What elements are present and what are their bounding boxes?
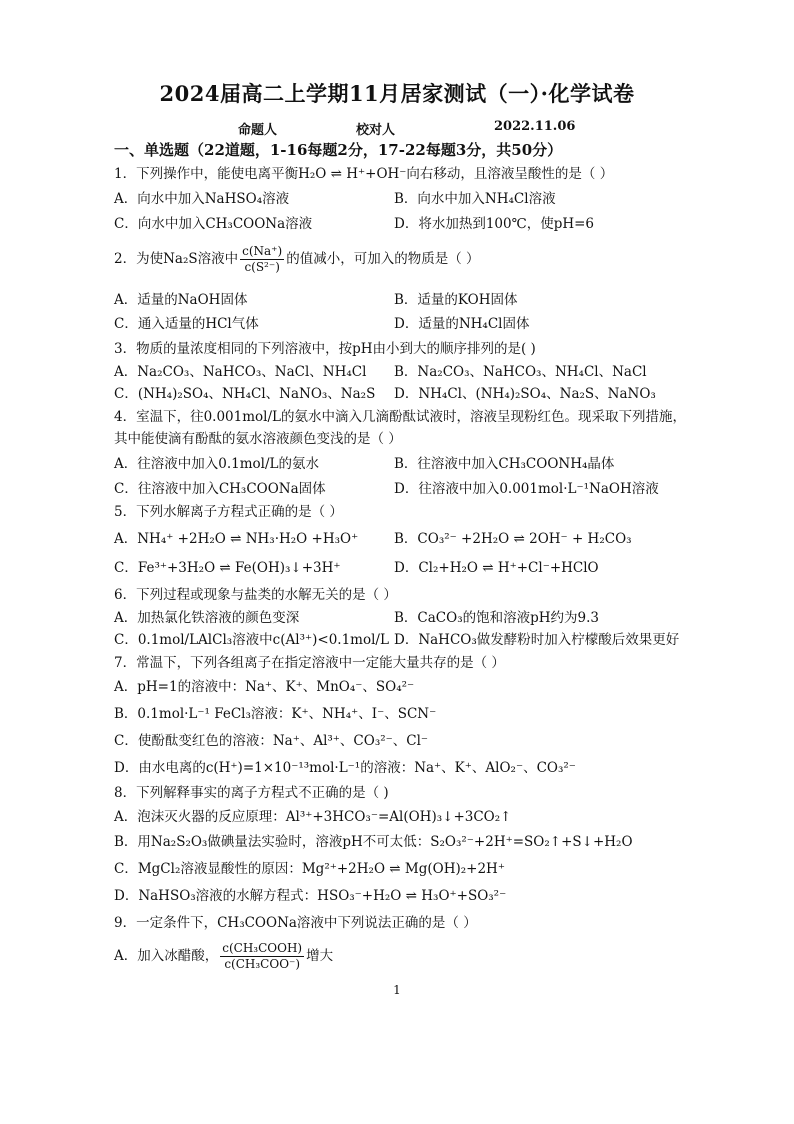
q9-denominator: c(CH₃COO⁻) (224, 957, 301, 971)
q1-option-c: C．向水中加入CH₃COONa溶液 (114, 216, 313, 232)
q2-option-b: B．适量的KOH固体 (394, 292, 518, 308)
q3-stem: 3．物质的量浓度相同的下列溶液中，按pH由小到大的顺序排列的是( ) (114, 341, 536, 357)
q5-option-d: D．Cl₂+H₂O ⇌ H⁺+Cl⁻+HClO (394, 560, 599, 576)
q4-option-d: D．往溶液中加入0.001mol·L⁻¹NaOH溶液 (394, 481, 659, 497)
q9-option-a-post: 增大 (306, 948, 334, 964)
q6-stem: 6．下列过程或现象与盐类的水解无关的是（ ） (114, 587, 397, 603)
q8-option-c: C．MgCl₂溶液显酸性的原因：Mg²⁺+2H₂O ⇌ Mg(OH)₂+2H⁺ (114, 861, 505, 877)
q7-stem: 7．常温下，下列各组离子在指定溶液中一定能大量共存的是（ ） (114, 655, 505, 671)
q9-fraction (220, 941, 304, 972)
q4-stem-line2: 其中能使滴有酚酞的氨水溶液颜色变浅的是（ ） (114, 431, 402, 447)
q3-option-c: C．(NH₄)₂SO₄、NH₄Cl、NaNO₃、Na₂S (114, 386, 376, 402)
q3-option-a: A．Na₂CO₃、NaHCO₃、NaCl、NH₄Cl (114, 364, 367, 380)
q9-numerator: c(CH₃COOH) (222, 941, 303, 955)
q9-option-a-pre: A．加入冰醋酸， (114, 948, 219, 964)
page-title: 2024届高二上学期11月居家测试（一）·化学试卷 (159, 81, 635, 106)
q1-option-d: D．将水加热到100℃，使pH=6 (394, 216, 595, 232)
q8-option-d: D．NaHSO₃溶液的水解方程式：HSO₃⁻+H₂O ⇌ H₃O⁺+SO₃²⁻ (114, 888, 507, 904)
q2-stem-pre: 2．为使Na₂S溶液中 (114, 251, 239, 267)
q5-option-a: A．NH₄⁺ +2H₂O ⇌ NH₃·H₂O +H₃O⁺ (114, 531, 359, 547)
q6-option-a: A．加热氯化铁溶液的颜色变深 (114, 610, 300, 626)
q3-option-d: D．NH₄Cl、(NH₄)₂SO₄、Na₂S、NaNO₃ (394, 386, 656, 402)
q8-option-b: B．用Na₂S₂O₃做碘量法实验时，溶液pH不可太低：S₂O₃²⁻+2H⁺=SO₂↑+S↓+H₂O (114, 834, 633, 850)
q4-option-a: A．往溶液中加入0.1mol/L的氨水 (114, 456, 319, 472)
q3-option-b: B．Na₂CO₃、NaHCO₃、NH₄Cl、NaCl (394, 364, 647, 380)
q6-option-d: D．NaHCO₃做发酵粉时加入柠檬酸后效果更好 (394, 632, 680, 648)
q7-option-c: C．使酚酞变红色的溶液：Na⁺、Al³⁺、CO₃²⁻、Cl⁻ (114, 733, 429, 749)
q2-stem (114, 244, 480, 275)
q6-option-c: C．0.1mol/LAlCl₃溶液中c(Al³⁺)<0.1mol/L (114, 632, 389, 648)
q1-option-b: B．向水中加入NH₄Cl溶液 (394, 191, 556, 207)
q2-denominator: c(S²⁻) (244, 260, 280, 274)
q7-option-b: B．0.1mol·L⁻¹ FeCl₃溶液：K⁺、NH₄⁺、I⁻、SCN⁻ (114, 706, 437, 722)
setter-label: 命题人 (238, 123, 278, 138)
q2-option-c: C．通入适量的HCl气体 (114, 316, 259, 332)
q4-option-b: B．往溶液中加入CH₃COONH₄晶体 (394, 456, 615, 472)
page-number: 1 (393, 983, 401, 997)
q1-stem: 1．下列操作中，能使电离平衡H₂O ⇌ H⁺+OH⁻向右移动，且溶液呈酸性的是（ ） (114, 166, 614, 182)
q4-stem-line1: 4．室温下，往0.001mol/L的氨水中滴入几滴酚酞试液时，溶液呈现粉红色。现采取下列措施， (114, 409, 686, 425)
q6-option-b: B．CaCO₃的饱和溶液pH约为9.3 (394, 610, 599, 626)
q7-option-a: A．pH=1的溶液中：Na⁺、K⁺、MnO₄⁻、SO₄²⁻ (114, 679, 415, 695)
q4-option-c: C．往溶液中加入CH₃COONa固体 (114, 481, 326, 497)
q2-stem-post: 的值减小，可加入的物质是（ ） (286, 251, 480, 267)
q2-option-a: A．适量的NaOH固体 (114, 292, 248, 308)
q9-stem: 9．一定条件下，CH₃COONa溶液中下列说法正确的是（ ） (114, 915, 477, 931)
q5-stem: 5．下列水解离子方程式正确的是（ ） (114, 504, 343, 520)
q8-stem: 8．下列解释事实的离子方程式不正确的是（ ) (114, 785, 389, 801)
q7-option-d: D．由水电离的c(H⁺)=1×10⁻¹³mol·L⁻¹的溶液：Na⁺、K⁺、AlO₂⁻、CO₃²⁻ (114, 760, 576, 776)
q8-option-a: A．泡沫灭火器的反应原理：Al³⁺+3HCO₃⁻=Al(OH)₃↓+3CO₂↑ (114, 809, 512, 825)
q1-option-a: A．向水中加入NaHSO₄溶液 (114, 191, 290, 207)
q5-option-c: C．Fe³⁺+3H₂O ⇌ Fe(OH)₃↓+3H⁺ (114, 560, 341, 576)
q2-numerator: c(Na⁺) (242, 244, 283, 258)
q2-fraction (240, 244, 284, 275)
exam-date: 2022.11.06 (494, 119, 576, 134)
q5-option-b: B．CO₃²⁻ +2H₂O ⇌ 2OH⁻ + H₂CO₃ (394, 531, 632, 547)
section-heading: 一、单选题（22道题，1-16每题2分，17-22每题3分，共50分） (114, 141, 563, 159)
q9-option-a (114, 941, 333, 972)
q2-option-d: D．适量的NH₄Cl固体 (394, 316, 530, 332)
checker-label: 校对人 (356, 123, 396, 138)
